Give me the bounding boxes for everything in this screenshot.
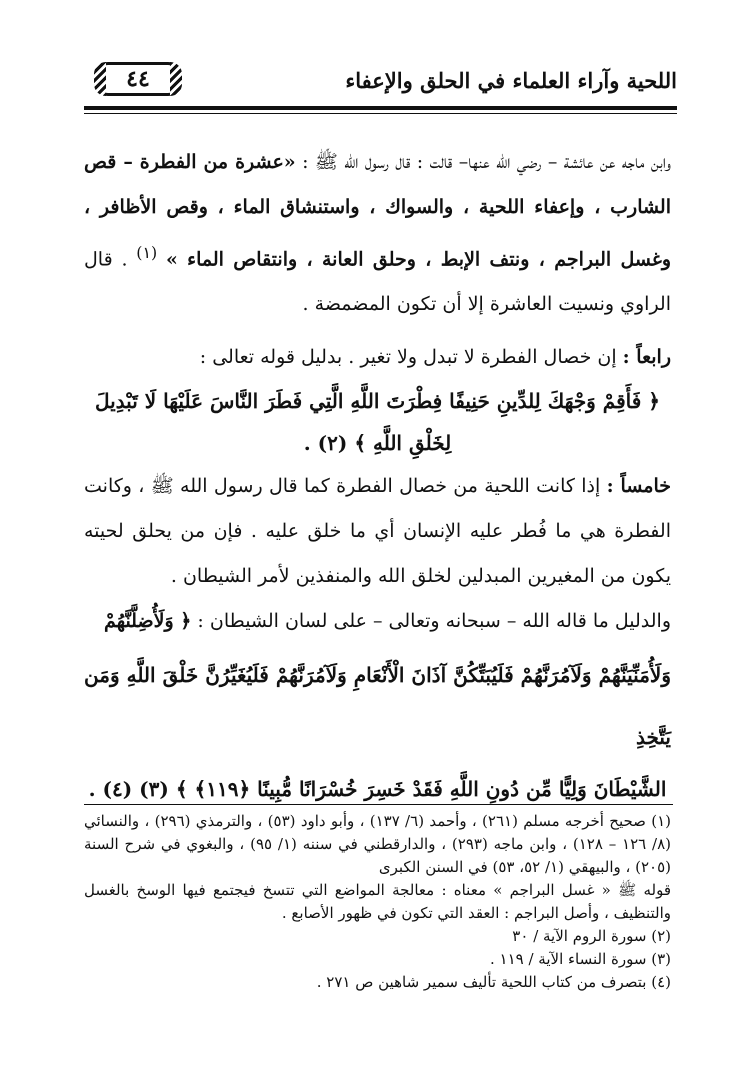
page-number: ٤٤	[126, 66, 150, 92]
footnote-3: (٣) سورة النساء الآية / ١١٩ .	[489, 950, 671, 968]
footnote-2: (٢) سورة الروم الآية / ٣٠	[512, 927, 671, 945]
footnote-separator	[84, 804, 673, 805]
narrator-note: . قال الراوي ونسيت العاشرة إلا أن تكون المضمضة .	[84, 248, 671, 316]
footnote-1: (١) صحيح أخرجه مسلم (٢٦١) ، وأحمد (٦/ ١٣٧) ، وأبو داود (٥٣) ، والترمذي (٢٩٦) ، والنسائي (٨/ ١٢٦ – ١٢٨) ، وابن ماجه (٢٩٣) ، والدارقطني في سننه (١/ ٩٥) ، والبغوي في شرح السنة (٢٠٥) ، والبيهقي (١/ ٥٢، ٥٣) في السنن الكبرى	[84, 812, 672, 876]
footnotes	[84, 810, 671, 994]
fifth-label: خامساً :	[606, 475, 671, 498]
verse-rum-ref: (٢) .	[303, 431, 348, 456]
paragraph-evidence	[84, 599, 671, 644]
header-rule-thick	[84, 106, 677, 110]
quran-verse-rum	[84, 380, 671, 464]
fourth-text: إن خصال الفطرة لا تبدل ولا تغير . بدليل قوله تعالى :	[199, 346, 623, 369]
footnote-4: (٤) بتصرف من كتاب اللحية تأليف سمير شاهين ص ٢٧١ .	[316, 973, 671, 991]
footnote-ref-1: (١)	[136, 243, 158, 262]
verse-rum-text: ﴿ فَأَقِمْ وَجْهَكَ لِلدِّينِ حَنِيفًا فِطْرَتَ اللَّهِ الَّتِي فَطَرَ النَّاسَ عَلَيْهَا لَا تَبْدِيلَ لِخَلْقِ اللَّهِ ﴾	[94, 389, 661, 456]
page-header	[84, 60, 677, 112]
fourth-label: رابعاً :	[622, 346, 671, 369]
verse-nisa-end: الشَّيْطَانَ وَلِيًّا مِّن دُونِ اللَّهِ فَقَدْ خَسِرَ خُسْرَانًا مُّبِينًا ﴿١١٩﴾ ﴾	[175, 777, 667, 802]
header-rule-thin	[84, 113, 677, 114]
verse-nisa-refs: (٣) (٤) .	[88, 777, 169, 802]
main-text	[84, 140, 671, 810]
intro-line: وابن ماجه عن عائشة – رضي الله عنها– قالت : قال رسول الله ﷺ :	[302, 151, 672, 173]
fifth-text: إذا كانت اللحية من خصال الفطرة كما قال رسول الله ﷺ ، وكانت الفطرة هي ما فُطر عليه الإنسان أي ما خلق عليه . فإن من يحلق لحيته يكون من المغيرين المبدلين لخلق الله والمنفذين لأمر الشيطان .	[84, 475, 671, 588]
verse-nisa-start: ﴿ وَلَأُضِلَّنَّهُمْ	[104, 610, 192, 633]
footnote-1-explanation: قوله ﷺ « غسل البراجم » معناه : معالجة المواضع التي تتسخ فيجتمع فيها الوسخ بالغسل والتنظيف ، وأصل البراجم : العقد التي تكون في ظهور الأصابع .	[84, 881, 671, 922]
page-number-frame	[94, 62, 182, 96]
paragraph-fifth	[84, 464, 671, 599]
paragraph-intro	[84, 140, 671, 327]
hadith-text: «عشرة من الفطرة – قص الشارب ، وإعفاء اللحية ، والسواك ، واستنشاق الماء ، وقص الأظافر ، وغسل البراجم ، ونتف الإبط ، وحلق العانة ، وانتقاص الماء »	[84, 151, 671, 271]
paragraph-fourth	[84, 335, 671, 380]
verse-nisa-line: وَلَأُمَنِّيَنَّهُمْ وَلَآمُرَنَّهُمْ فَلَيُبَتِّكُنَّ آذَانَ الْأَنْعَامِ وَلَآمُرَنَّهُمْ فَلَيُغَيِّرُنَّ خَلْقَ اللَّهِ وَمَن يَتَّخِذِ	[84, 663, 671, 750]
evidence-text: والدليل ما قاله الله – سبحانه وتعالى – على لسان الشيطان :	[197, 610, 671, 633]
running-title: اللحية وآراء العلماء في الحلق والإعفاء	[345, 68, 677, 93]
